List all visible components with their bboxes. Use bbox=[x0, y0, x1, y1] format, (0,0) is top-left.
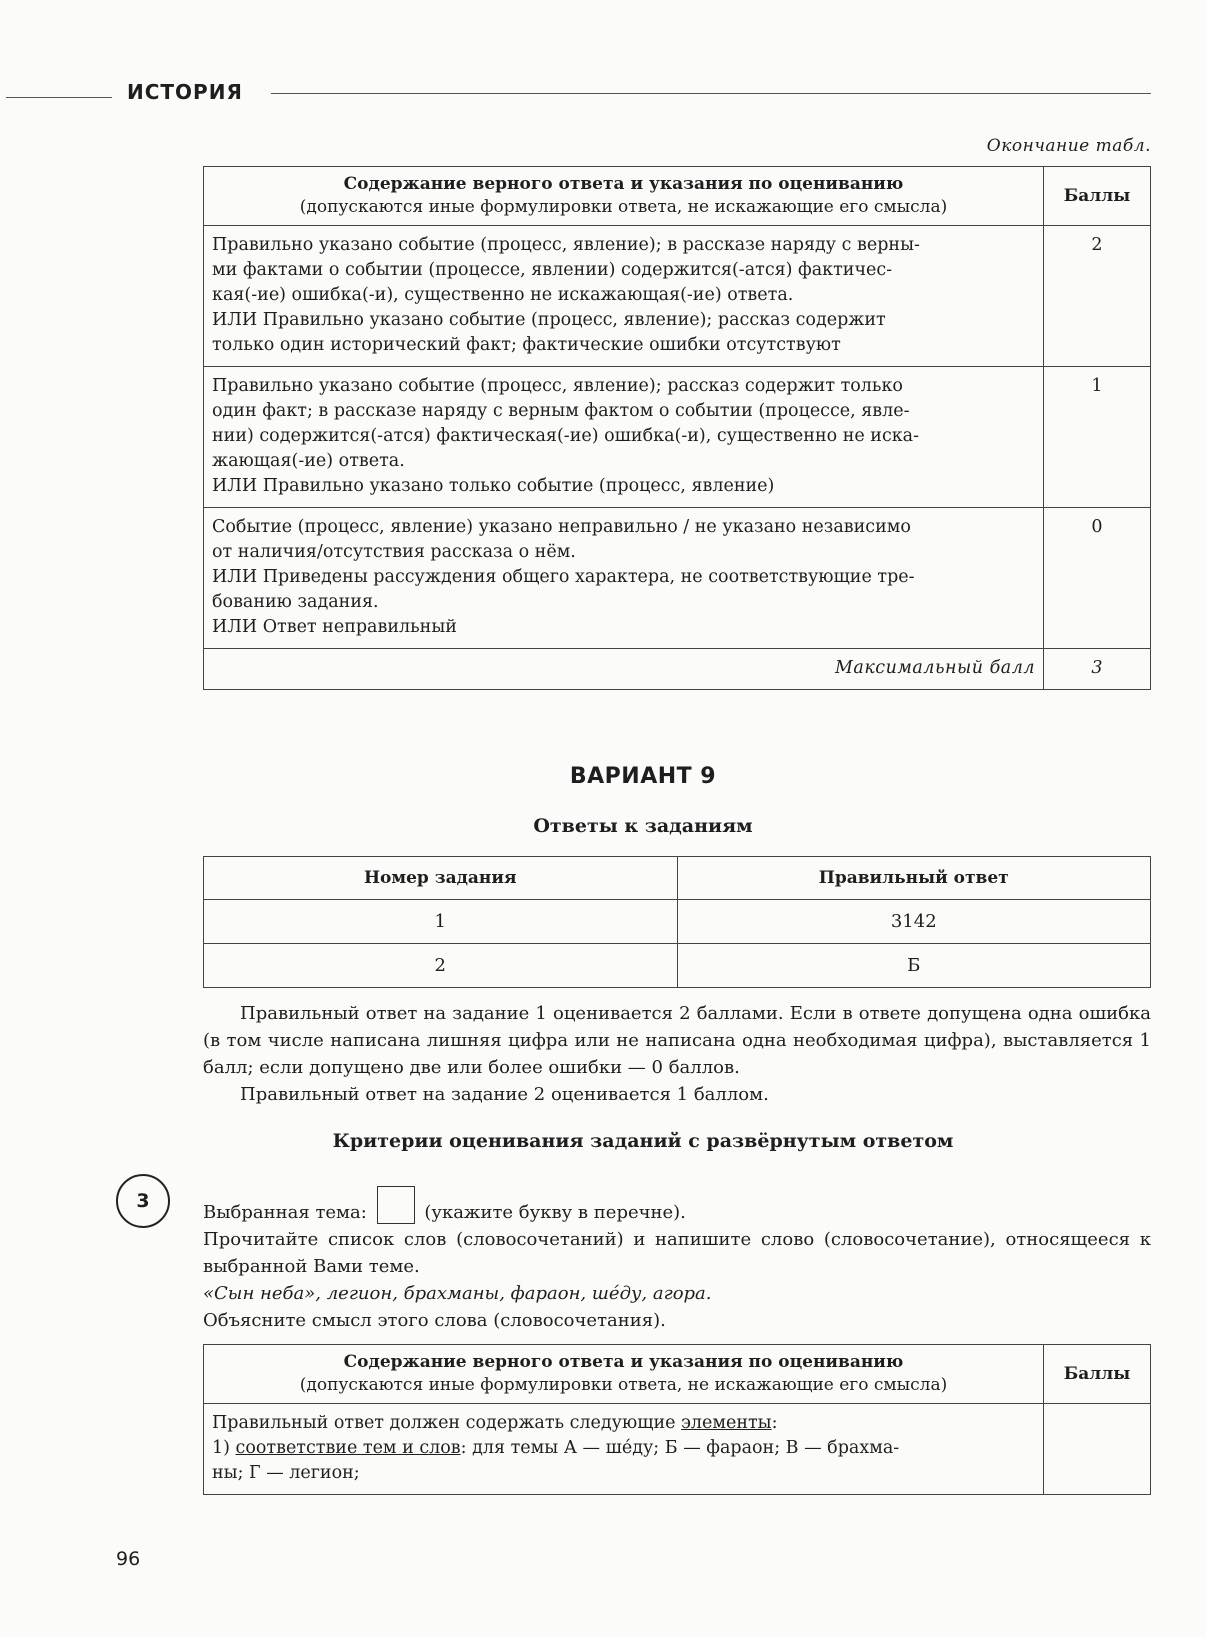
content-header bbox=[204, 167, 1044, 226]
header-line-2: (допускаются иные формулировки ответа, не искажающие его смысла) bbox=[299, 197, 948, 217]
word-list: «Сын неба», легион, брахманы, фараон, шéду, агора. bbox=[203, 1283, 712, 1304]
criteria-line: ИЛИ Правильно указано событие (процесс, явление); рассказ содержит bbox=[212, 310, 886, 330]
criteria-line: один факт; в рассказе наряду с верным фактом о событии (процессе, явле- bbox=[212, 401, 910, 421]
table-row bbox=[204, 1404, 1151, 1495]
answers-table bbox=[203, 856, 1151, 988]
task-number-cell: 2 bbox=[204, 944, 678, 988]
header-rule-right bbox=[271, 93, 1151, 94]
table-header-row bbox=[204, 1345, 1151, 1404]
criteria-line: ны; Г — легион; bbox=[212, 1463, 360, 1483]
criteria-line: жающая(-ие) ответа. bbox=[212, 451, 405, 471]
variant-title: ВАРИАНТ 9 bbox=[569, 764, 717, 789]
criteria-line: ИЛИ Правильно указано только событие (процесс, явление) bbox=[212, 476, 775, 496]
points-cell: 0 bbox=[1044, 508, 1151, 649]
table-header-row bbox=[204, 857, 1151, 900]
task-number-badge: 3 bbox=[116, 1174, 170, 1228]
correct-answer-header: Правильный ответ bbox=[677, 857, 1151, 900]
criteria-line: кая(-ие) ошибка(-и), существенно не искажающая(-ие) ответа. bbox=[212, 285, 794, 305]
underlined-term: соответствие тем и слов bbox=[235, 1438, 461, 1458]
line-suffix: : для темы А — шéду; Б — фараон; В — брахма- bbox=[460, 1438, 900, 1458]
criteria-line: от наличия/отсутствия рассказа о нём. bbox=[212, 542, 576, 562]
table-row bbox=[204, 944, 1151, 988]
criteria-title: Критерии оценивания заданий с развёрнутым ответом bbox=[332, 1130, 954, 1152]
criteria-line: бованию задания. bbox=[212, 592, 379, 612]
table-continuation-note: Окончание табл. bbox=[986, 136, 1151, 156]
section-title: ИСТОРИЯ bbox=[127, 80, 243, 104]
criteria-line bbox=[212, 1411, 1035, 1436]
points-header: Баллы bbox=[1044, 167, 1151, 226]
content-header bbox=[204, 1345, 1044, 1404]
answer-cell: 3142 bbox=[677, 900, 1151, 944]
criteria-line: Правильно указано событие (процесс, явление); в рассказе наряду с верны- bbox=[212, 235, 920, 255]
max-score-value: 3 bbox=[1044, 649, 1151, 690]
criteria-table-1 bbox=[203, 166, 1151, 690]
points-cell bbox=[1044, 1404, 1151, 1495]
answers-title: Ответы к заданиям bbox=[533, 815, 753, 837]
criteria-line: Правильно указано событие (процесс, явление); рассказ содержит только bbox=[212, 376, 903, 396]
criteria-line: ИЛИ Ответ неправильный bbox=[212, 617, 457, 637]
table-row bbox=[204, 367, 1151, 508]
header-line-1: Содержание верного ответа и указания по оцениванию bbox=[343, 174, 904, 194]
chosen-topic-line bbox=[203, 1186, 1151, 1226]
header-rule-left bbox=[6, 97, 112, 98]
criteria-line: ми фактами о событии (процессе, явлении) содержится(-атся) фактичес- bbox=[212, 260, 893, 280]
points-header: Баллы bbox=[1044, 1345, 1151, 1404]
table-row bbox=[204, 226, 1151, 367]
criteria-cell bbox=[204, 367, 1044, 508]
line-suffix: : bbox=[771, 1413, 778, 1433]
criteria-line: ИЛИ Приведены рассуждения общего характера, не соответствующие тре- bbox=[212, 567, 915, 587]
task-instruction: Прочитайте список слов (словосочетаний) и напишите слово (словосочетание), относящееся к выбранной Вами теме. bbox=[203, 1229, 1151, 1277]
scoring-paragraph-2: Правильный ответ на задание 2 оценивается 1 баллом. bbox=[240, 1084, 769, 1105]
table-header-row bbox=[204, 167, 1151, 226]
table-row bbox=[204, 508, 1151, 649]
criteria-line: только один исторический факт; фактические ошибки отсутствуют bbox=[212, 335, 841, 355]
criteria-line bbox=[212, 1436, 1035, 1461]
task-number-header: Номер задания bbox=[204, 857, 678, 900]
points-cell: 1 bbox=[1044, 367, 1151, 508]
line-prefix: Правильный ответ должен содержать следующие bbox=[212, 1413, 682, 1433]
max-score-row bbox=[204, 649, 1151, 690]
criteria-cell bbox=[204, 508, 1044, 649]
header-line-2: (допускаются иные формулировки ответа, не искажающие его смысла) bbox=[299, 1375, 948, 1395]
task-3-body bbox=[203, 1186, 1151, 1334]
criteria-line: Событие (процесс, явление) указано неправильно / не указано независимо bbox=[212, 517, 911, 537]
max-score-label: Максимальный балл bbox=[204, 649, 1044, 690]
criteria-line: нии) содержится(-атся) фактическая(-ие) ошибка(-и), существенно не иска- bbox=[212, 426, 920, 446]
task-number-cell: 1 bbox=[204, 900, 678, 944]
table-row bbox=[204, 900, 1151, 944]
topic-letter-box[interactable] bbox=[377, 1186, 415, 1224]
criteria-table-2 bbox=[203, 1344, 1151, 1495]
task-explain: Объясните смысл этого слова (словосочетания). bbox=[203, 1310, 666, 1331]
points-cell: 2 bbox=[1044, 226, 1151, 367]
answer-cell: Б bbox=[677, 944, 1151, 988]
line-prefix: 1) bbox=[212, 1438, 236, 1458]
chosen-topic-hint: (укажите букву в перечне). bbox=[424, 1202, 686, 1223]
chosen-topic-label: Выбранная тема: bbox=[203, 1202, 367, 1223]
criteria-cell bbox=[204, 226, 1044, 367]
header-line-1: Содержание верного ответа и указания по оцениванию bbox=[343, 1352, 904, 1372]
page-number: 96 bbox=[116, 1548, 141, 1570]
criteria-cell bbox=[204, 1404, 1044, 1495]
scoring-paragraph-1: Правильный ответ на задание 1 оценивается 2 баллами. Если в ответе допущена одна ошибка (в том числе написана лишняя цифра или не написана одна необходимая цифра), выставляется 1 балл; если допущено две или более ошибки — 0 баллов. bbox=[203, 1003, 1151, 1078]
underlined-term: элементы bbox=[681, 1413, 772, 1433]
scoring-text bbox=[203, 1000, 1151, 1108]
